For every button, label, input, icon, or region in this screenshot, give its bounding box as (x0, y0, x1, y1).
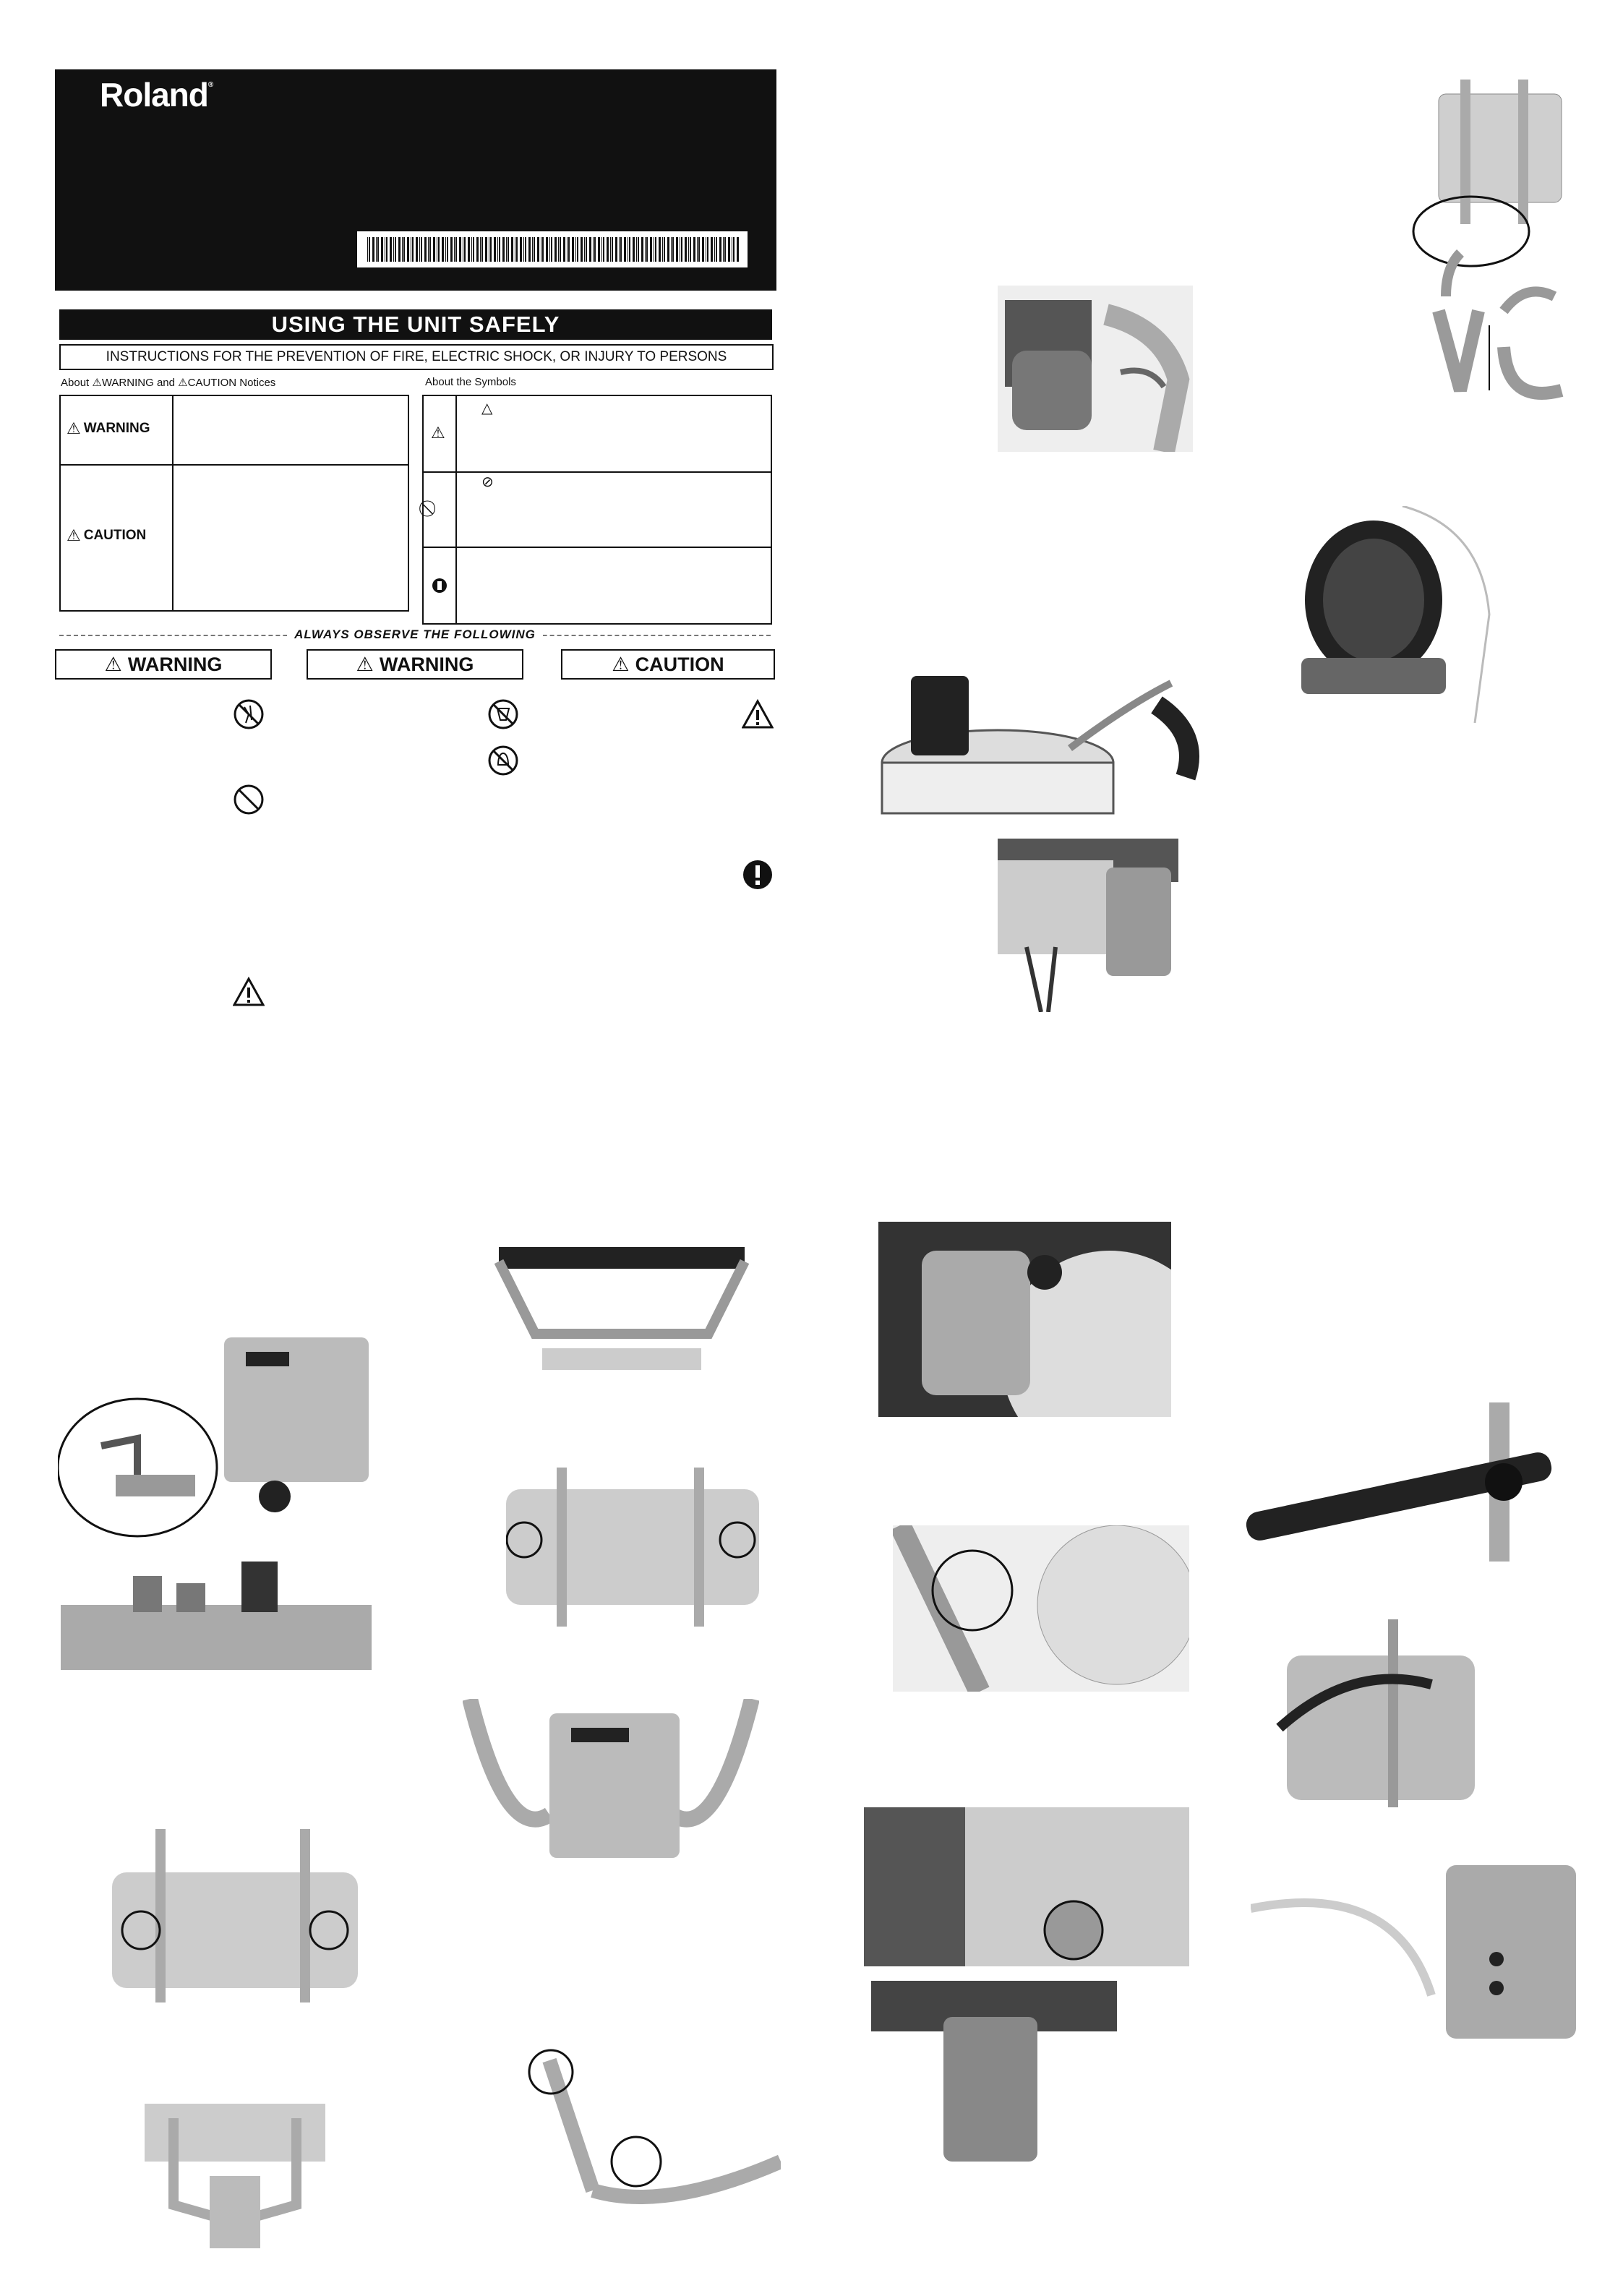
unplug-icon (431, 577, 448, 598)
caution-triangle-icon: ⚠ (67, 526, 81, 544)
caution-triangle-icon: ⚠ (178, 377, 188, 389)
mount-plate-photo (58, 1323, 376, 1540)
thumbscrew-photo (61, 1547, 372, 1670)
caution-triangle-icon: ⚠ (612, 653, 630, 675)
warning-triangle-icon: ⚠ (67, 419, 81, 437)
table-divider (424, 471, 771, 473)
drum-module-side-photo (998, 839, 1178, 1012)
clamp-adjust-photo (521, 2046, 781, 2212)
warning-triangle-icon: ⚠ (104, 653, 122, 675)
caution-triangle-icon (233, 976, 265, 1008)
warning-notice-label: ⚠ WARNING (67, 419, 150, 437)
always-observe-heading: ALWAYS OBSERVE THE FOLLOWING (59, 627, 771, 643)
cable-routing-photo (1258, 1619, 1576, 1807)
snare-harness-photo (853, 661, 1200, 835)
mandatory-action-icon (742, 859, 774, 891)
symbols-table (422, 395, 772, 625)
cover-banner (55, 69, 776, 291)
table-divider (455, 396, 457, 623)
roland-logo (100, 75, 213, 114)
table-divider (61, 464, 408, 466)
warning-triangle-icon: ⚠ (356, 653, 374, 675)
table-divider (172, 396, 174, 610)
caution-column-header: ⚠ CAUTION (561, 649, 775, 680)
prohibited-icon (233, 784, 265, 815)
bracket-arms-photo (463, 1699, 759, 1880)
no-water-icon (487, 698, 519, 730)
caution-notice-label: ⚠ CAUTION (67, 526, 147, 544)
about-symbols-heading: About the Symbols (425, 376, 516, 388)
about-notices-heading: About ⚠WARNING and ⚠CAUTION Notices (61, 377, 276, 389)
barcode-icon (357, 231, 748, 267)
warning-column-header: ⚠ WARNING (55, 649, 272, 680)
barcode (357, 231, 748, 267)
warning-column-header: ⚠ WARNING (307, 649, 523, 680)
no-disassemble-icon (233, 698, 265, 730)
registered-mark: ® (207, 81, 213, 89)
small-triangle-icon: △ (481, 400, 493, 416)
bracket-front-photo (506, 1468, 759, 1627)
bracket-bottom-photo (145, 2104, 325, 2248)
safety-title: USING THE UNIT SAFELY (59, 309, 772, 340)
caution-triangle-icon: ⚠ (431, 424, 445, 442)
caution-triangle-icon (742, 698, 774, 730)
safety-subtitle: INSTRUCTIONS FOR THE PREVENTION OF FIRE, ELECTRIC SHOCK, OR INJURY TO PERSONS (59, 344, 774, 370)
no-wet-hands-icon (487, 745, 519, 776)
hook-detail-photo (1417, 282, 1583, 427)
module-jack-photo (893, 1525, 1189, 1692)
warning-triangle-icon: ⚠ (92, 377, 102, 389)
brand-name: Roland (100, 76, 208, 113)
bracket-back-photo (112, 1829, 358, 2002)
cable-tie-photo (1243, 1402, 1569, 1562)
table-divider (424, 547, 771, 548)
notices-table (59, 395, 409, 612)
marching-player-photo (1294, 506, 1504, 723)
rim-clamp-photo (470, 1247, 774, 1392)
module-mounted-photo (878, 1222, 1171, 1417)
module-knob-photo (864, 1807, 1189, 1966)
cable-connected-photo (1251, 1851, 1576, 2039)
strap-attach-photo (998, 286, 1193, 452)
module-seated-photo (871, 1981, 1117, 2169)
small-prohibited-icon: ⊘ (481, 474, 494, 490)
